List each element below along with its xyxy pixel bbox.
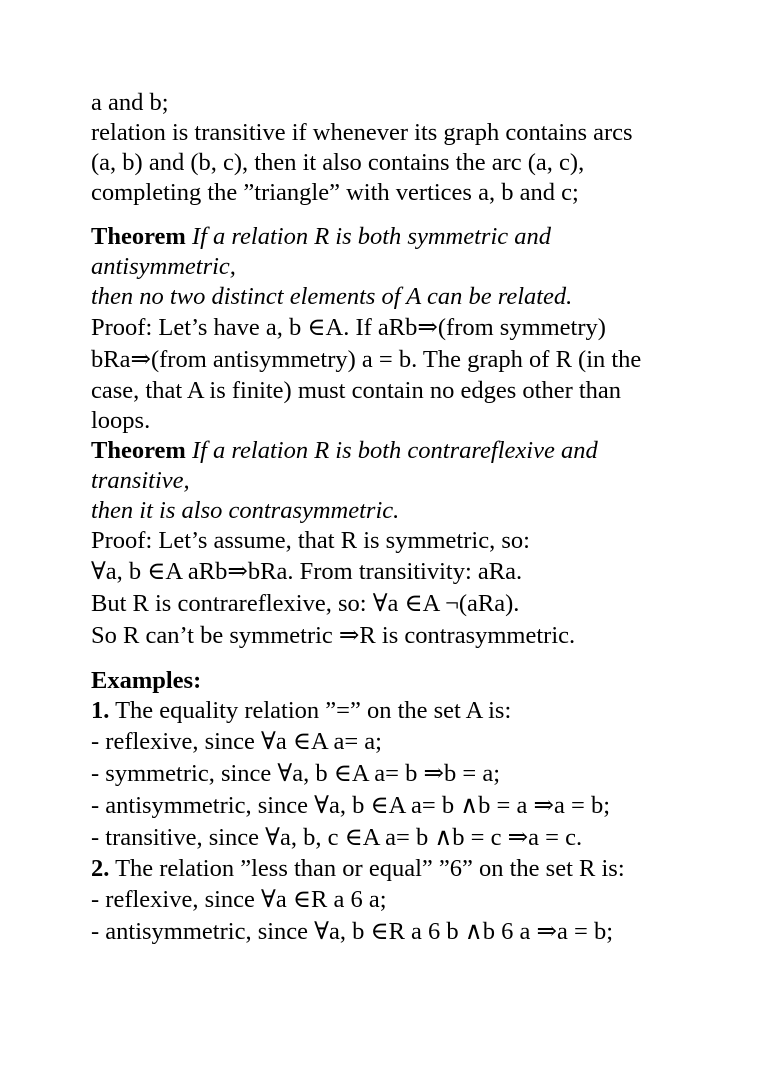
proof-line: Proof: Let’s have a, b ∈A. If aRb⇒(from symmetry) bbox=[91, 314, 606, 341]
text-line: (a, b) and (b, c), then it also contains the arc (a, c), bbox=[91, 149, 585, 176]
proof-line: ∀a, b ∈A aRb⇒bRa. From transitivity: aRa. bbox=[91, 558, 523, 585]
theorem-statement: then it is also contrasymmetric. bbox=[91, 497, 400, 524]
list-item: - reflexive, since ∀a ∈R a 6 a; bbox=[91, 886, 387, 913]
list-item: - antisymmetric, since ∀a, b ∈A a= b ∧b = a ⇒a = b; bbox=[91, 792, 611, 819]
proof-line: loops. bbox=[91, 407, 151, 434]
document-page bbox=[91, 88, 731, 948]
list-item: - symmetric, since ∀a, b ∈A a= b ⇒b = a; bbox=[91, 760, 501, 787]
example-1-title: 1. The equality relation ”=” on the set A is: bbox=[91, 697, 512, 724]
proof-line: bRa⇒(from antisymmetry) a = b. The graph of R (in the bbox=[91, 346, 642, 373]
example-2-title: 2. The relation ”less than or equal” ”6” on the set R is: bbox=[91, 855, 625, 882]
list-item: - antisymmetric, since ∀a, b ∈R a 6 b ∧b 6 a ⇒a = b; bbox=[91, 918, 614, 945]
list-item: - transitive, since ∀a, b, c ∈A a= b ∧b = c ⇒a = c. bbox=[91, 824, 583, 851]
theorem-1-line bbox=[91, 222, 731, 252]
proof-line: Proof: Let’s assume, that R is symmetric, so: bbox=[91, 527, 530, 554]
theorem-statement: If a relation R is both contrareflexive and bbox=[191, 437, 598, 464]
theorem-statement: transitive, bbox=[91, 467, 190, 494]
text-line: completing the ”triangle” with vertices a, b and c; bbox=[91, 179, 579, 206]
example-number: 1. bbox=[91, 697, 110, 724]
proof-line: case, that A is finite) must contain no edges other than bbox=[91, 377, 622, 404]
proof-line: But R is contrareflexive, so: ∀a ∈A ¬(aRa). bbox=[91, 590, 520, 617]
theorem-statement: If a relation R is both symmetric and bbox=[191, 223, 552, 250]
proof-line: So R can’t be symmetric ⇒R is contrasymmetric. bbox=[91, 622, 576, 649]
theorem-statement: then no two distinct elements of A can be related. bbox=[91, 283, 573, 310]
theorem-label: Theorem bbox=[91, 437, 186, 464]
theorem-label: Theorem bbox=[91, 223, 186, 250]
theorem-2-line bbox=[91, 436, 731, 466]
example-number: 2. bbox=[91, 855, 110, 882]
list-item: - reflexive, since ∀a ∈A a= a; bbox=[91, 728, 382, 755]
text-line: a and b; bbox=[91, 89, 169, 116]
examples-heading: Examples: bbox=[91, 667, 202, 694]
theorem-statement: antisymmetric, bbox=[91, 253, 236, 280]
text-line: relation is transitive if whenever its graph contains arcs bbox=[91, 119, 633, 146]
